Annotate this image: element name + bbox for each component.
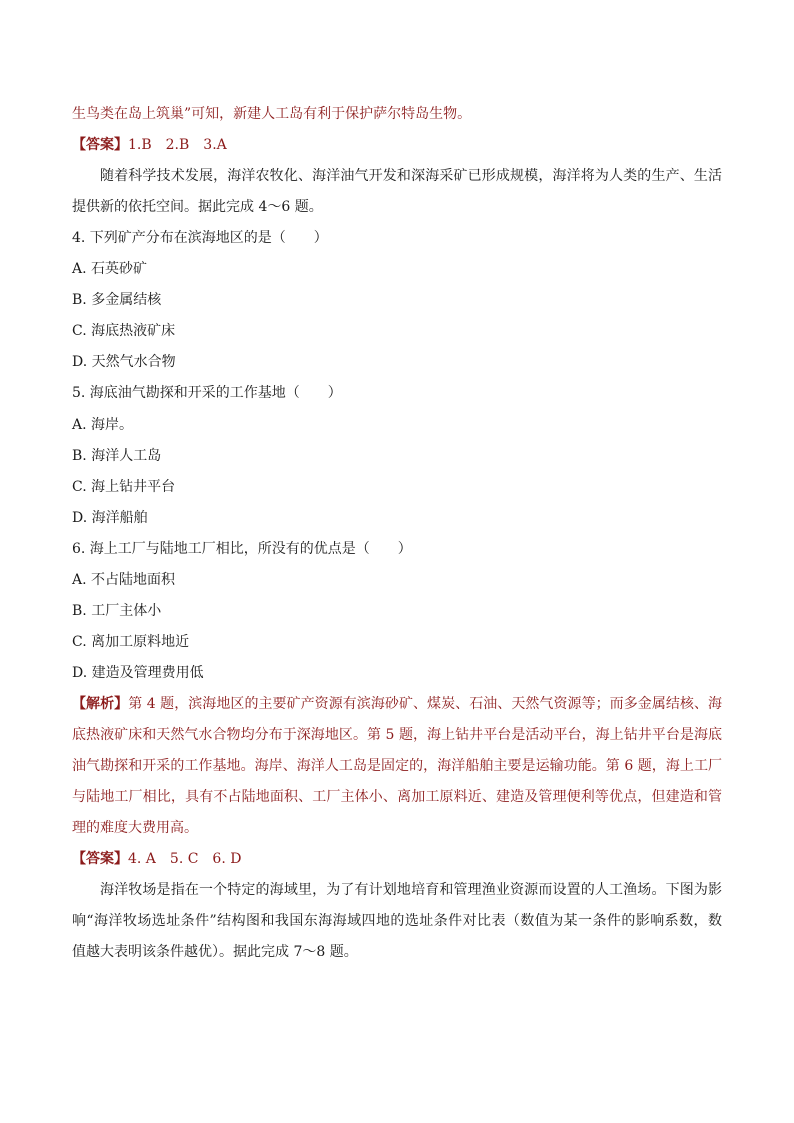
answer-value: 4. A 5. C 6. D bbox=[128, 851, 242, 867]
analysis-line-4: 与陆地工厂相比，具有不占陆地面积、工厂主体小、离加工原料近、建造及管理便利等优点，但建造和管 bbox=[72, 789, 722, 805]
question-6-option-a: A. 不占陆地面积 bbox=[72, 572, 176, 588]
question-4-stem: 4. 下列矿产分布在滨海地区的是（ ） bbox=[72, 230, 328, 246]
intro-paragraph-1-line1: 随着科学技术发展，海洋农牧化、海洋油气开发和深海采矿已形成规模，海洋将为人类的生产、生活 bbox=[100, 168, 722, 184]
intro-paragraph-2-line3: 值越大表明该条件越优）。据此完成 7～8 题。 bbox=[72, 944, 358, 960]
question-6-option-b: B. 工厂主体小 bbox=[72, 603, 162, 619]
question-6-option-c: C. 离加工原料地近 bbox=[72, 634, 190, 650]
question-5-stem: 5. 海底油气勘探和开采的工作基地（ ） bbox=[72, 385, 342, 401]
question-4-option-c: C. 海底热液矿床 bbox=[72, 323, 176, 339]
intro-paragraph-2-line2: 响“海洋牧场选址条件”结构图和我国东海海域四地的选址条件对比表（数值为某一条件的影响系数，数 bbox=[72, 913, 722, 929]
question-6-option-d: D. 建造及管理费用低 bbox=[72, 665, 204, 681]
question-4-option-a: A. 石英砂矿 bbox=[72, 261, 148, 277]
intro-paragraph-2-line1: 海洋牧场是指在一个特定的海域里，为了有计划地培育和管理渔业资源而设置的人工渔场。下图为影 bbox=[100, 882, 722, 898]
answer-block-1 bbox=[72, 135, 722, 155]
question-5-option-c: C. 海上钻井平台 bbox=[72, 479, 176, 495]
answer-tag: 【答案】 bbox=[72, 137, 128, 153]
answer-block-2 bbox=[72, 849, 722, 869]
intro-paragraph-1-line2: 提供新的依托空间。据此完成 4～6 题。 bbox=[72, 199, 323, 215]
question-5-option-a: A. 海岸。 bbox=[72, 417, 134, 433]
analysis-line-3: 油气勘探和开采的工作基地。海岸、海洋人工岛是固定的，海洋船舶主要是运输功能。第 6 题，海上工厂 bbox=[72, 758, 722, 774]
answer-value: 1.B 2.B 3.A bbox=[128, 137, 227, 153]
question-5-option-b: B. 海洋人工岛 bbox=[72, 448, 162, 464]
question-4-option-d: D. 天然气水合物 bbox=[72, 354, 176, 370]
question-6-stem: 6. 海上工厂与陆地工厂相比，所没有的优点是（ ） bbox=[72, 541, 412, 557]
answer-tag: 【答案】 bbox=[72, 851, 128, 867]
analysis-line-5: 理的难度大费用高。 bbox=[72, 820, 198, 836]
analysis-line-1 bbox=[72, 694, 722, 714]
question-4-option-b: B. 多金属结核 bbox=[72, 292, 162, 308]
question-5-option-d: D. 海洋船舶 bbox=[72, 510, 148, 526]
analysis-line-2: 底热液矿床和天然气水合物均分布于深海地区。第 5 题，海上钻井平台是活动平台，海上钻井平台是海底 bbox=[72, 727, 722, 743]
analysis-tag: 【解析】 bbox=[72, 696, 129, 712]
prev-explanation-tail: 生鸟类在岛上筑巢”可知，新建人工岛有利于保护萨尔特岛生物。 bbox=[72, 106, 472, 122]
analysis-text-1: 第 4 题，滨海地区的主要矿产资源有滨海砂矿、煤炭、石油、天然气资源等；而多金属结核、海 bbox=[128, 696, 723, 712]
